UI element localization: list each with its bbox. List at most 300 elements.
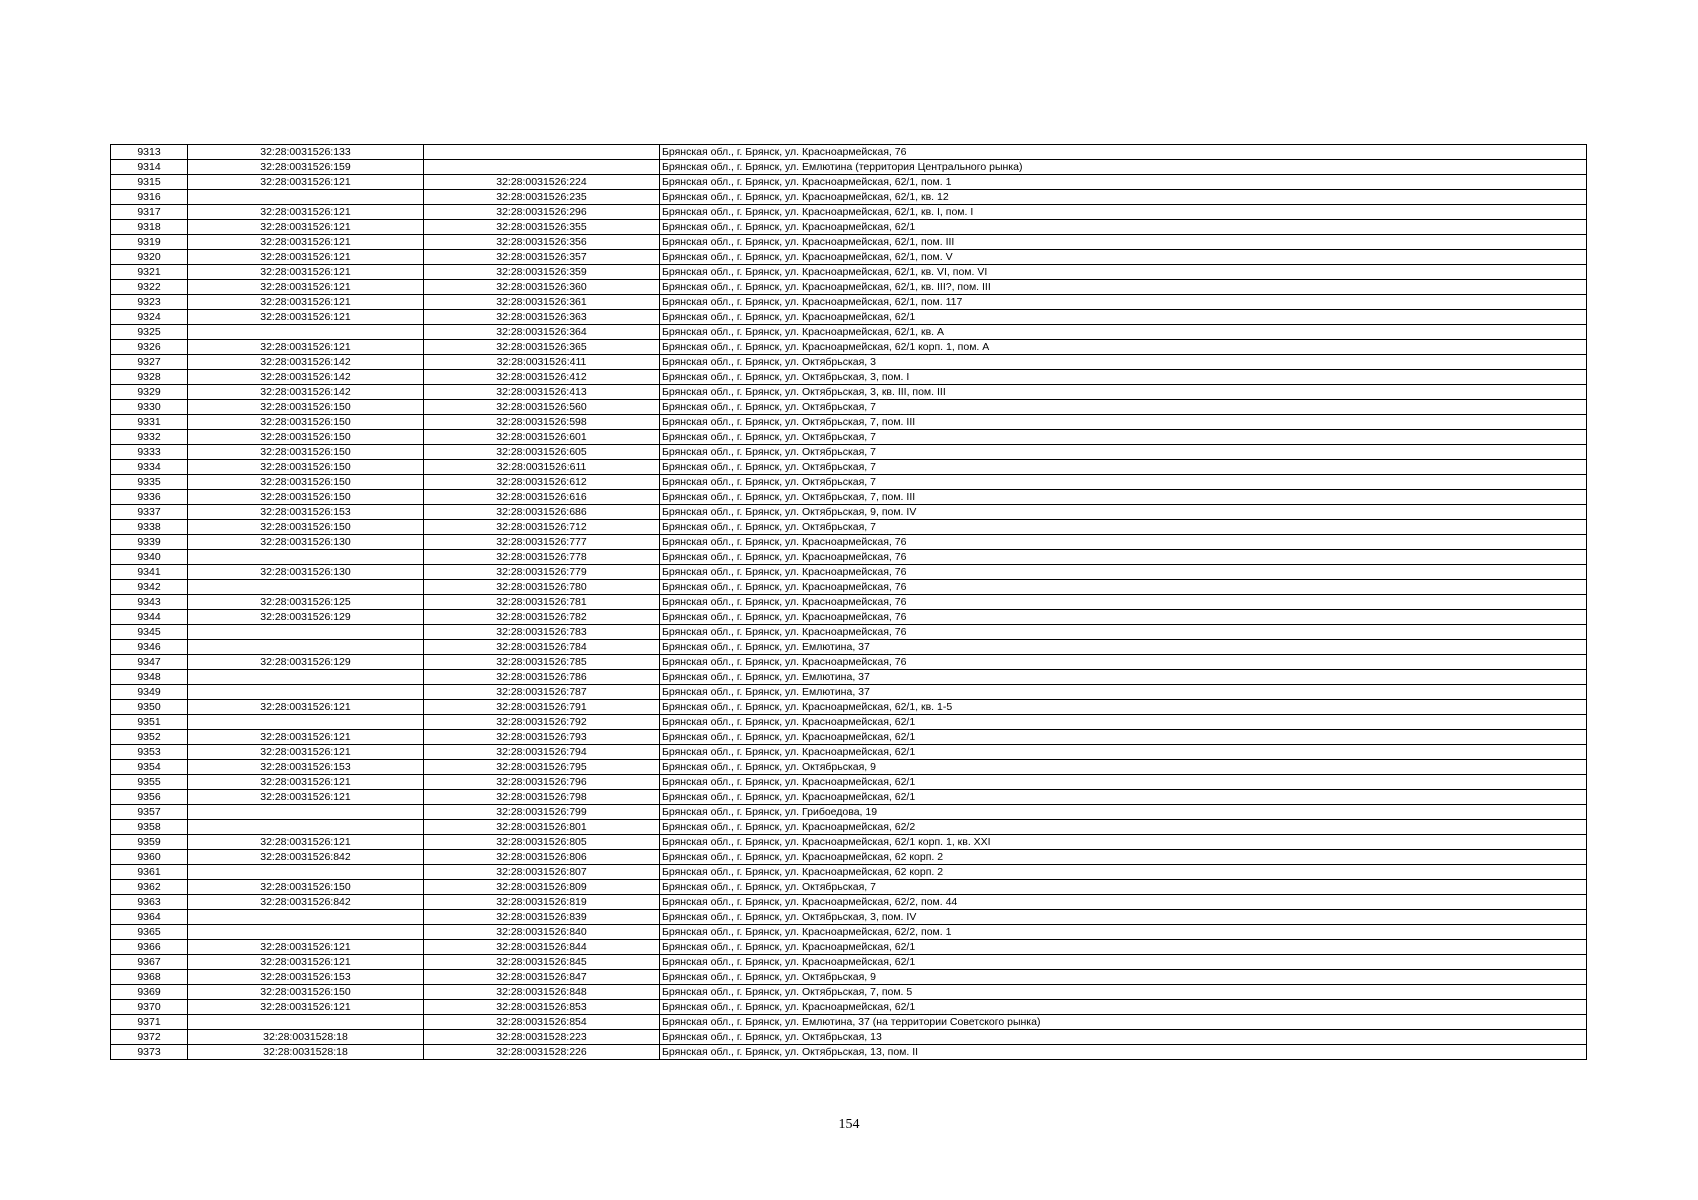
row-number-cell: 9370 [111, 1000, 188, 1015]
row-number-cell: 9363 [111, 895, 188, 910]
parcel-cadastral-number-cell [188, 910, 424, 925]
parcel-cadastral-number-cell [188, 865, 424, 880]
parcel-cadastral-number-cell [188, 550, 424, 565]
address-cell: Брянская обл., г. Брянск, ул. Красноармейская, 62 корп. 2 [660, 865, 1587, 880]
row-number-cell: 9358 [111, 820, 188, 835]
address-cell: Брянская обл., г. Брянск, ул. Октябрьская, 9 [660, 970, 1587, 985]
object-cadastral-number-cell: 32:28:0031526:781 [424, 595, 660, 610]
object-cadastral-number-cell: 32:28:0031526:224 [424, 175, 660, 190]
table-row [111, 325, 1587, 340]
object-cadastral-number-cell: 32:28:0031526:359 [424, 265, 660, 280]
parcel-cadastral-number-cell: 32:28:0031526:150 [188, 430, 424, 445]
table-row [111, 565, 1587, 580]
row-number-cell: 9339 [111, 535, 188, 550]
address-cell: Брянская обл., г. Брянск, ул. Октябрьская, 3, пом. I [660, 370, 1587, 385]
object-cadastral-number-cell: 32:28:0031526:612 [424, 475, 660, 490]
address-cell: Брянская обл., г. Брянск, ул. Емлютина, 37 [660, 685, 1587, 700]
address-cell: Брянская обл., г. Брянск, ул. Красноармейская, 62/2, пом. 1 [660, 925, 1587, 940]
object-cadastral-number-cell: 32:28:0031526:848 [424, 985, 660, 1000]
parcel-cadastral-number-cell [188, 580, 424, 595]
parcel-cadastral-number-cell: 32:28:0031526:153 [188, 505, 424, 520]
row-number-cell: 9341 [111, 565, 188, 580]
table-row [111, 400, 1587, 415]
row-number-cell: 9373 [111, 1045, 188, 1060]
object-cadastral-number-cell: 32:28:0031526:819 [424, 895, 660, 910]
address-cell: Брянская обл., г. Брянск, ул. Октябрьская, 13 [660, 1030, 1587, 1045]
address-cell: Брянская обл., г. Брянск, ул. Красноармейская, 76 [660, 580, 1587, 595]
object-cadastral-number-cell: 32:28:0031526:780 [424, 580, 660, 595]
parcel-cadastral-number-cell [188, 820, 424, 835]
parcel-cadastral-number-cell [188, 325, 424, 340]
table-row [111, 580, 1587, 595]
object-cadastral-number-cell: 32:28:0031526:805 [424, 835, 660, 850]
table-row [111, 535, 1587, 550]
object-cadastral-number-cell: 32:28:0031526:356 [424, 235, 660, 250]
parcel-cadastral-number-cell: 32:28:0031526:130 [188, 535, 424, 550]
address-cell: Брянская обл., г. Брянск, ул. Красноармейская, 76 [660, 625, 1587, 640]
address-cell: Брянская обл., г. Брянск, ул. Емлютина (территория Центрального рынка) [660, 160, 1587, 175]
address-cell: Брянская обл., г. Брянск, ул. Октябрьская, 7, пом. 5 [660, 985, 1587, 1000]
row-number-cell: 9362 [111, 880, 188, 895]
object-cadastral-number-cell: 32:28:0031528:226 [424, 1045, 660, 1060]
row-number-cell: 9360 [111, 850, 188, 865]
parcel-cadastral-number-cell: 32:28:0031526:129 [188, 610, 424, 625]
table-row [111, 445, 1587, 460]
table-row [111, 415, 1587, 430]
address-cell: Брянская обл., г. Брянск, ул. Красноармейская, 62/1 [660, 715, 1587, 730]
address-cell: Брянская обл., г. Брянск, ул. Октябрьская, 3, пом. IV [660, 910, 1587, 925]
row-number-cell: 9317 [111, 205, 188, 220]
parcel-cadastral-number-cell: 32:28:0031526:121 [188, 220, 424, 235]
row-number-cell: 9326 [111, 340, 188, 355]
object-cadastral-number-cell: 32:28:0031526:782 [424, 610, 660, 625]
row-number-cell: 9346 [111, 640, 188, 655]
address-cell: Брянская обл., г. Брянск, ул. Октябрьская, 13, пом. II [660, 1045, 1587, 1060]
row-number-cell: 9361 [111, 865, 188, 880]
parcel-cadastral-number-cell: 32:28:0031526:153 [188, 970, 424, 985]
address-cell: Брянская обл., г. Брянск, ул. Октябрьская, 7 [660, 520, 1587, 535]
object-cadastral-number-cell: 32:28:0031526:777 [424, 535, 660, 550]
parcel-cadastral-number-cell: 32:28:0031526:121 [188, 835, 424, 850]
object-cadastral-number-cell: 32:28:0031526:363 [424, 310, 660, 325]
table-row [111, 505, 1587, 520]
parcel-cadastral-number-cell: 32:28:0031526:121 [188, 790, 424, 805]
table-row [111, 370, 1587, 385]
object-cadastral-number-cell: 32:28:0031526:601 [424, 430, 660, 445]
row-number-cell: 9350 [111, 700, 188, 715]
address-cell: Брянская обл., г. Брянск, ул. Красноармейская, 62/1, кв. I, пом. I [660, 205, 1587, 220]
parcel-cadastral-number-cell: 32:28:0031526:150 [188, 880, 424, 895]
row-number-cell: 9334 [111, 460, 188, 475]
table-row [111, 460, 1587, 475]
object-cadastral-number-cell: 32:28:0031526:712 [424, 520, 660, 535]
row-number-cell: 9315 [111, 175, 188, 190]
table-row [111, 670, 1587, 685]
object-cadastral-number-cell: 32:28:0031526:598 [424, 415, 660, 430]
row-number-cell: 9319 [111, 235, 188, 250]
parcel-cadastral-number-cell: 32:28:0031526:129 [188, 655, 424, 670]
row-number-cell: 9372 [111, 1030, 188, 1045]
object-cadastral-number-cell: 32:28:0031526:844 [424, 940, 660, 955]
object-cadastral-number-cell: 32:28:0031526:854 [424, 1015, 660, 1030]
address-cell: Брянская обл., г. Брянск, ул. Красноармейская, 76 [660, 145, 1587, 160]
row-number-cell: 9322 [111, 280, 188, 295]
table-row [111, 205, 1587, 220]
register-table [110, 144, 1587, 1060]
object-cadastral-number-cell: 32:28:0031526:792 [424, 715, 660, 730]
object-cadastral-number-cell [424, 145, 660, 160]
parcel-cadastral-number-cell [188, 670, 424, 685]
address-cell: Брянская обл., г. Брянск, ул. Октябрьская, 7, пом. III [660, 415, 1587, 430]
parcel-cadastral-number-cell: 32:28:0031526:121 [188, 295, 424, 310]
object-cadastral-number-cell: 32:28:0031526:783 [424, 625, 660, 640]
object-cadastral-number-cell: 32:28:0031526:806 [424, 850, 660, 865]
row-number-cell: 9356 [111, 790, 188, 805]
address-cell: Брянская обл., г. Брянск, ул. Красноармейская, 62 корп. 2 [660, 850, 1587, 865]
table-row [111, 685, 1587, 700]
parcel-cadastral-number-cell: 32:28:0031526:142 [188, 355, 424, 370]
parcel-cadastral-number-cell [188, 805, 424, 820]
object-cadastral-number-cell: 32:28:0031526:365 [424, 340, 660, 355]
address-cell: Брянская обл., г. Брянск, ул. Октябрьская, 9, пом. IV [660, 505, 1587, 520]
parcel-cadastral-number-cell [188, 1015, 424, 1030]
address-cell: Брянская обл., г. Брянск, ул. Красноармейская, 76 [660, 535, 1587, 550]
address-cell: Брянская обл., г. Брянск, ул. Красноармейская, 76 [660, 655, 1587, 670]
parcel-cadastral-number-cell [188, 625, 424, 640]
parcel-cadastral-number-cell: 32:28:0031526:121 [188, 205, 424, 220]
parcel-cadastral-number-cell: 32:28:0031526:842 [188, 895, 424, 910]
row-number-cell: 9371 [111, 1015, 188, 1030]
table-row [111, 1000, 1587, 1015]
table-row [111, 880, 1587, 895]
address-cell: Брянская обл., г. Брянск, ул. Емлютина, 37 (на территории Советского рынка) [660, 1015, 1587, 1030]
parcel-cadastral-number-cell: 32:28:0031528:18 [188, 1030, 424, 1045]
row-number-cell: 9328 [111, 370, 188, 385]
row-number-cell: 9349 [111, 685, 188, 700]
address-cell: Брянская обл., г. Брянск, ул. Октябрьская, 7 [660, 400, 1587, 415]
parcel-cadastral-number-cell: 32:28:0031526:150 [188, 415, 424, 430]
address-cell: Брянская обл., г. Брянск, ул. Красноармейская, 76 [660, 595, 1587, 610]
row-number-cell: 9353 [111, 745, 188, 760]
table-row [111, 520, 1587, 535]
parcel-cadastral-number-cell: 32:28:0031526:150 [188, 490, 424, 505]
row-number-cell: 9327 [111, 355, 188, 370]
object-cadastral-number-cell: 32:28:0031526:839 [424, 910, 660, 925]
row-number-cell: 9336 [111, 490, 188, 505]
table-row [111, 595, 1587, 610]
table-row [111, 760, 1587, 775]
row-number-cell: 9354 [111, 760, 188, 775]
address-cell: Брянская обл., г. Брянск, ул. Октябрьская, 7 [660, 445, 1587, 460]
parcel-cadastral-number-cell [188, 190, 424, 205]
parcel-cadastral-number-cell [188, 640, 424, 655]
row-number-cell: 9368 [111, 970, 188, 985]
table-row [111, 610, 1587, 625]
table-row [111, 715, 1587, 730]
object-cadastral-number-cell: 32:28:0031526:686 [424, 505, 660, 520]
row-number-cell: 9355 [111, 775, 188, 790]
table-row [111, 775, 1587, 790]
address-cell: Брянская обл., г. Брянск, ул. Красноармейская, 62/1, пом. 117 [660, 295, 1587, 310]
object-cadastral-number-cell: 32:28:0031526:795 [424, 760, 660, 775]
object-cadastral-number-cell: 32:28:0031526:801 [424, 820, 660, 835]
address-cell: Брянская обл., г. Брянск, ул. Красноармейская, 62/1, кв. 1-5 [660, 700, 1587, 715]
address-cell: Брянская обл., г. Брянск, ул. Емлютина, 37 [660, 670, 1587, 685]
object-cadastral-number-cell: 32:28:0031526:364 [424, 325, 660, 340]
row-number-cell: 9318 [111, 220, 188, 235]
row-number-cell: 9357 [111, 805, 188, 820]
table-row [111, 1015, 1587, 1030]
parcel-cadastral-number-cell: 32:28:0031526:150 [188, 445, 424, 460]
row-number-cell: 9352 [111, 730, 188, 745]
row-number-cell: 9314 [111, 160, 188, 175]
table-row [111, 250, 1587, 265]
address-cell: Брянская обл., г. Брянск, ул. Красноармейская, 62/2, пом. 44 [660, 895, 1587, 910]
table-row [111, 625, 1587, 640]
parcel-cadastral-number-cell [188, 685, 424, 700]
address-cell: Брянская обл., г. Брянск, ул. Октябрьская, 3, кв. III, пом. III [660, 385, 1587, 400]
table-row [111, 910, 1587, 925]
row-number-cell: 9313 [111, 145, 188, 160]
parcel-cadastral-number-cell: 32:28:0031526:150 [188, 460, 424, 475]
parcel-cadastral-number-cell: 32:28:0031526:150 [188, 520, 424, 535]
row-number-cell: 9320 [111, 250, 188, 265]
parcel-cadastral-number-cell: 32:28:0031526:121 [188, 340, 424, 355]
object-cadastral-number-cell: 32:28:0031526:611 [424, 460, 660, 475]
address-cell: Брянская обл., г. Брянск, ул. Октябрьская, 7, пом. III [660, 490, 1587, 505]
row-number-cell: 9364 [111, 910, 188, 925]
address-cell: Брянская обл., г. Брянск, ул. Красноармейская, 62/1, кв. 12 [660, 190, 1587, 205]
object-cadastral-number-cell: 32:28:0031526:560 [424, 400, 660, 415]
table-row [111, 280, 1587, 295]
address-cell: Брянская обл., г. Брянск, ул. Красноармейская, 62/1 [660, 955, 1587, 970]
row-number-cell: 9342 [111, 580, 188, 595]
table-row [111, 235, 1587, 250]
parcel-cadastral-number-cell: 32:28:0031526:121 [188, 745, 424, 760]
row-number-cell: 9343 [111, 595, 188, 610]
address-cell: Брянская обл., г. Брянск, ул. Красноармейская, 62/1 [660, 790, 1587, 805]
object-cadastral-number-cell: 32:28:0031526:235 [424, 190, 660, 205]
row-number-cell: 9324 [111, 310, 188, 325]
object-cadastral-number-cell: 32:28:0031526:847 [424, 970, 660, 985]
address-cell: Брянская обл., г. Брянск, ул. Октябрьская, 7 [660, 460, 1587, 475]
parcel-cadastral-number-cell: 32:28:0031526:153 [188, 760, 424, 775]
address-cell: Брянская обл., г. Брянск, ул. Октябрьская, 7 [660, 880, 1587, 895]
object-cadastral-number-cell: 32:28:0031526:296 [424, 205, 660, 220]
parcel-cadastral-number-cell: 32:28:0031526:150 [188, 475, 424, 490]
table-row [111, 310, 1587, 325]
parcel-cadastral-number-cell: 32:28:0031526:130 [188, 565, 424, 580]
row-number-cell: 9347 [111, 655, 188, 670]
table-row [111, 865, 1587, 880]
table-row [111, 895, 1587, 910]
object-cadastral-number-cell: 32:28:0031526:791 [424, 700, 660, 715]
row-number-cell: 9335 [111, 475, 188, 490]
address-cell: Брянская обл., г. Брянск, ул. Грибоедова, 19 [660, 805, 1587, 820]
parcel-cadastral-number-cell: 32:28:0031526:121 [188, 940, 424, 955]
row-number-cell: 9344 [111, 610, 188, 625]
row-number-cell: 9321 [111, 265, 188, 280]
object-cadastral-number-cell: 32:28:0031526:412 [424, 370, 660, 385]
address-cell: Брянская обл., г. Брянск, ул. Красноармейская, 62/1 [660, 310, 1587, 325]
parcel-cadastral-number-cell: 32:28:0031526:125 [188, 595, 424, 610]
row-number-cell: 9367 [111, 955, 188, 970]
table-row [111, 805, 1587, 820]
parcel-cadastral-number-cell: 32:28:0031526:121 [188, 700, 424, 715]
address-cell: Брянская обл., г. Брянск, ул. Красноармейская, 62/1, пом. V [660, 250, 1587, 265]
address-cell: Брянская обл., г. Брянск, ул. Красноармейская, 62/1 [660, 940, 1587, 955]
object-cadastral-number-cell: 32:28:0031526:605 [424, 445, 660, 460]
address-cell: Брянская обл., г. Брянск, ул. Красноармейская, 62/1 корп. 1, кв. XXI [660, 835, 1587, 850]
table-row [111, 985, 1587, 1000]
object-cadastral-number-cell: 32:28:0031526:413 [424, 385, 660, 400]
table-row [111, 850, 1587, 865]
table-row [111, 490, 1587, 505]
page-number: 154 [838, 1117, 860, 1132]
row-number-cell: 9366 [111, 940, 188, 955]
object-cadastral-number-cell: 32:28:0031526:798 [424, 790, 660, 805]
address-cell: Брянская обл., г. Брянск, ул. Красноармейская, 62/1 [660, 745, 1587, 760]
object-cadastral-number-cell: 32:28:0031526:853 [424, 1000, 660, 1015]
parcel-cadastral-number-cell: 32:28:0031526:142 [188, 370, 424, 385]
table-row [111, 640, 1587, 655]
object-cadastral-number-cell: 32:28:0031526:799 [424, 805, 660, 820]
parcel-cadastral-number-cell: 32:28:0031526:121 [188, 775, 424, 790]
parcel-cadastral-number-cell: 32:28:0031526:842 [188, 850, 424, 865]
row-number-cell: 9359 [111, 835, 188, 850]
table-row [111, 175, 1587, 190]
address-cell: Брянская обл., г. Брянск, ул. Красноармейская, 62/1 [660, 775, 1587, 790]
address-cell: Брянская обл., г. Брянск, ул. Красноармейская, 62/1, кв. III?, пом. III [660, 280, 1587, 295]
parcel-cadastral-number-cell: 32:28:0031526:121 [188, 730, 424, 745]
table-row [111, 940, 1587, 955]
row-number-cell: 9323 [111, 295, 188, 310]
address-cell: Брянская обл., г. Брянск, ул. Красноармейская, 62/1, кв. VI, пом. VI [660, 265, 1587, 280]
table-row [111, 655, 1587, 670]
parcel-cadastral-number-cell: 32:28:0031526:121 [188, 310, 424, 325]
row-number-cell: 9338 [111, 520, 188, 535]
address-cell: Брянская обл., г. Брянск, ул. Красноармейская, 62/1 корп. 1, пом. А [660, 340, 1587, 355]
object-cadastral-number-cell: 32:28:0031526:355 [424, 220, 660, 235]
object-cadastral-number-cell: 32:28:0031526:807 [424, 865, 660, 880]
object-cadastral-number-cell: 32:28:0031526:787 [424, 685, 660, 700]
object-cadastral-number-cell: 32:28:0031526:361 [424, 295, 660, 310]
object-cadastral-number-cell: 32:28:0031526:784 [424, 640, 660, 655]
table-row [111, 1030, 1587, 1045]
row-number-cell: 9332 [111, 430, 188, 445]
table-row [111, 220, 1587, 235]
table-row [111, 145, 1587, 160]
row-number-cell: 9351 [111, 715, 188, 730]
row-number-cell: 9325 [111, 325, 188, 340]
parcel-cadastral-number-cell: 32:28:0031526:121 [188, 265, 424, 280]
parcel-cadastral-number-cell: 32:28:0031526:121 [188, 955, 424, 970]
address-cell: Брянская обл., г. Брянск, ул. Красноармейская, 62/1, пом. 1 [660, 175, 1587, 190]
row-number-cell: 9345 [111, 625, 188, 640]
parcel-cadastral-number-cell: 32:28:0031526:150 [188, 400, 424, 415]
parcel-cadastral-number-cell: 32:28:0031526:121 [188, 235, 424, 250]
parcel-cadastral-number-cell: 32:28:0031526:133 [188, 145, 424, 160]
parcel-cadastral-number-cell: 32:28:0031526:121 [188, 280, 424, 295]
address-cell: Брянская обл., г. Брянск, ул. Октябрьская, 7 [660, 475, 1587, 490]
object-cadastral-number-cell: 32:28:0031528:223 [424, 1030, 660, 1045]
object-cadastral-number-cell: 32:28:0031526:794 [424, 745, 660, 760]
table-row [111, 190, 1587, 205]
address-cell: Брянская обл., г. Брянск, ул. Красноармейская, 62/1, кв. А [660, 325, 1587, 340]
row-number-cell: 9316 [111, 190, 188, 205]
parcel-cadastral-number-cell: 32:28:0031526:142 [188, 385, 424, 400]
address-cell: Брянская обл., г. Брянск, ул. Октябрьская, 7 [660, 430, 1587, 445]
parcel-cadastral-number-cell: 32:28:0031528:18 [188, 1045, 424, 1060]
parcel-cadastral-number-cell: 32:28:0031526:121 [188, 175, 424, 190]
row-number-cell: 9348 [111, 670, 188, 685]
address-cell: Брянская обл., г. Брянск, ул. Красноармейская, 76 [660, 610, 1587, 625]
row-number-cell: 9329 [111, 385, 188, 400]
parcel-cadastral-number-cell [188, 715, 424, 730]
address-cell: Брянская обл., г. Брянск, ул. Октябрьская, 3 [660, 355, 1587, 370]
table-row [111, 295, 1587, 310]
object-cadastral-number-cell: 32:28:0031526:845 [424, 955, 660, 970]
row-number-cell: 9340 [111, 550, 188, 565]
row-number-cell: 9337 [111, 505, 188, 520]
table-row [111, 340, 1587, 355]
object-cadastral-number-cell: 32:28:0031526:779 [424, 565, 660, 580]
table-row [111, 430, 1587, 445]
table-row [111, 730, 1587, 745]
table-row [111, 160, 1587, 175]
address-cell: Брянская обл., г. Брянск, ул. Емлютина, 37 [660, 640, 1587, 655]
table-row [111, 790, 1587, 805]
parcel-cadastral-number-cell: 32:28:0031526:159 [188, 160, 424, 175]
parcel-cadastral-number-cell: 32:28:0031526:121 [188, 1000, 424, 1015]
row-number-cell: 9365 [111, 925, 188, 940]
address-cell: Брянская обл., г. Брянск, ул. Красноармейская, 62/2 [660, 820, 1587, 835]
object-cadastral-number-cell: 32:28:0031526:840 [424, 925, 660, 940]
object-cadastral-number-cell: 32:28:0031526:616 [424, 490, 660, 505]
address-cell: Брянская обл., г. Брянск, ул. Красноармейская, 62/1 [660, 730, 1587, 745]
table-row [111, 835, 1587, 850]
row-number-cell: 9331 [111, 415, 188, 430]
table-row [111, 820, 1587, 835]
object-cadastral-number-cell: 32:28:0031526:411 [424, 355, 660, 370]
address-cell: Брянская обл., г. Брянск, ул. Красноармейская, 62/1 [660, 1000, 1587, 1015]
table-row [111, 745, 1587, 760]
object-cadastral-number-cell: 32:28:0031526:785 [424, 655, 660, 670]
parcel-cadastral-number-cell [188, 925, 424, 940]
object-cadastral-number-cell: 32:28:0031526:793 [424, 730, 660, 745]
table-row [111, 925, 1587, 940]
object-cadastral-number-cell: 32:28:0031526:786 [424, 670, 660, 685]
object-cadastral-number-cell: 32:28:0031526:796 [424, 775, 660, 790]
parcel-cadastral-number-cell: 32:28:0031526:121 [188, 250, 424, 265]
table-row [111, 1045, 1587, 1060]
address-cell: Брянская обл., г. Брянск, ул. Октябрьская, 9 [660, 760, 1587, 775]
object-cadastral-number-cell: 32:28:0031526:360 [424, 280, 660, 295]
object-cadastral-number-cell: 32:28:0031526:809 [424, 880, 660, 895]
object-cadastral-number-cell [424, 160, 660, 175]
address-cell: Брянская обл., г. Брянск, ул. Красноармейская, 62/1, пом. III [660, 235, 1587, 250]
address-cell: Брянская обл., г. Брянск, ул. Красноармейская, 62/1 [660, 220, 1587, 235]
parcel-cadastral-number-cell: 32:28:0031526:150 [188, 985, 424, 1000]
row-number-cell: 9369 [111, 985, 188, 1000]
table-row [111, 265, 1587, 280]
table-row [111, 700, 1587, 715]
table-row [111, 385, 1587, 400]
object-cadastral-number-cell: 32:28:0031526:778 [424, 550, 660, 565]
row-number-cell: 9333 [111, 445, 188, 460]
address-cell: Брянская обл., г. Брянск, ул. Красноармейская, 76 [660, 550, 1587, 565]
table-row [111, 355, 1587, 370]
